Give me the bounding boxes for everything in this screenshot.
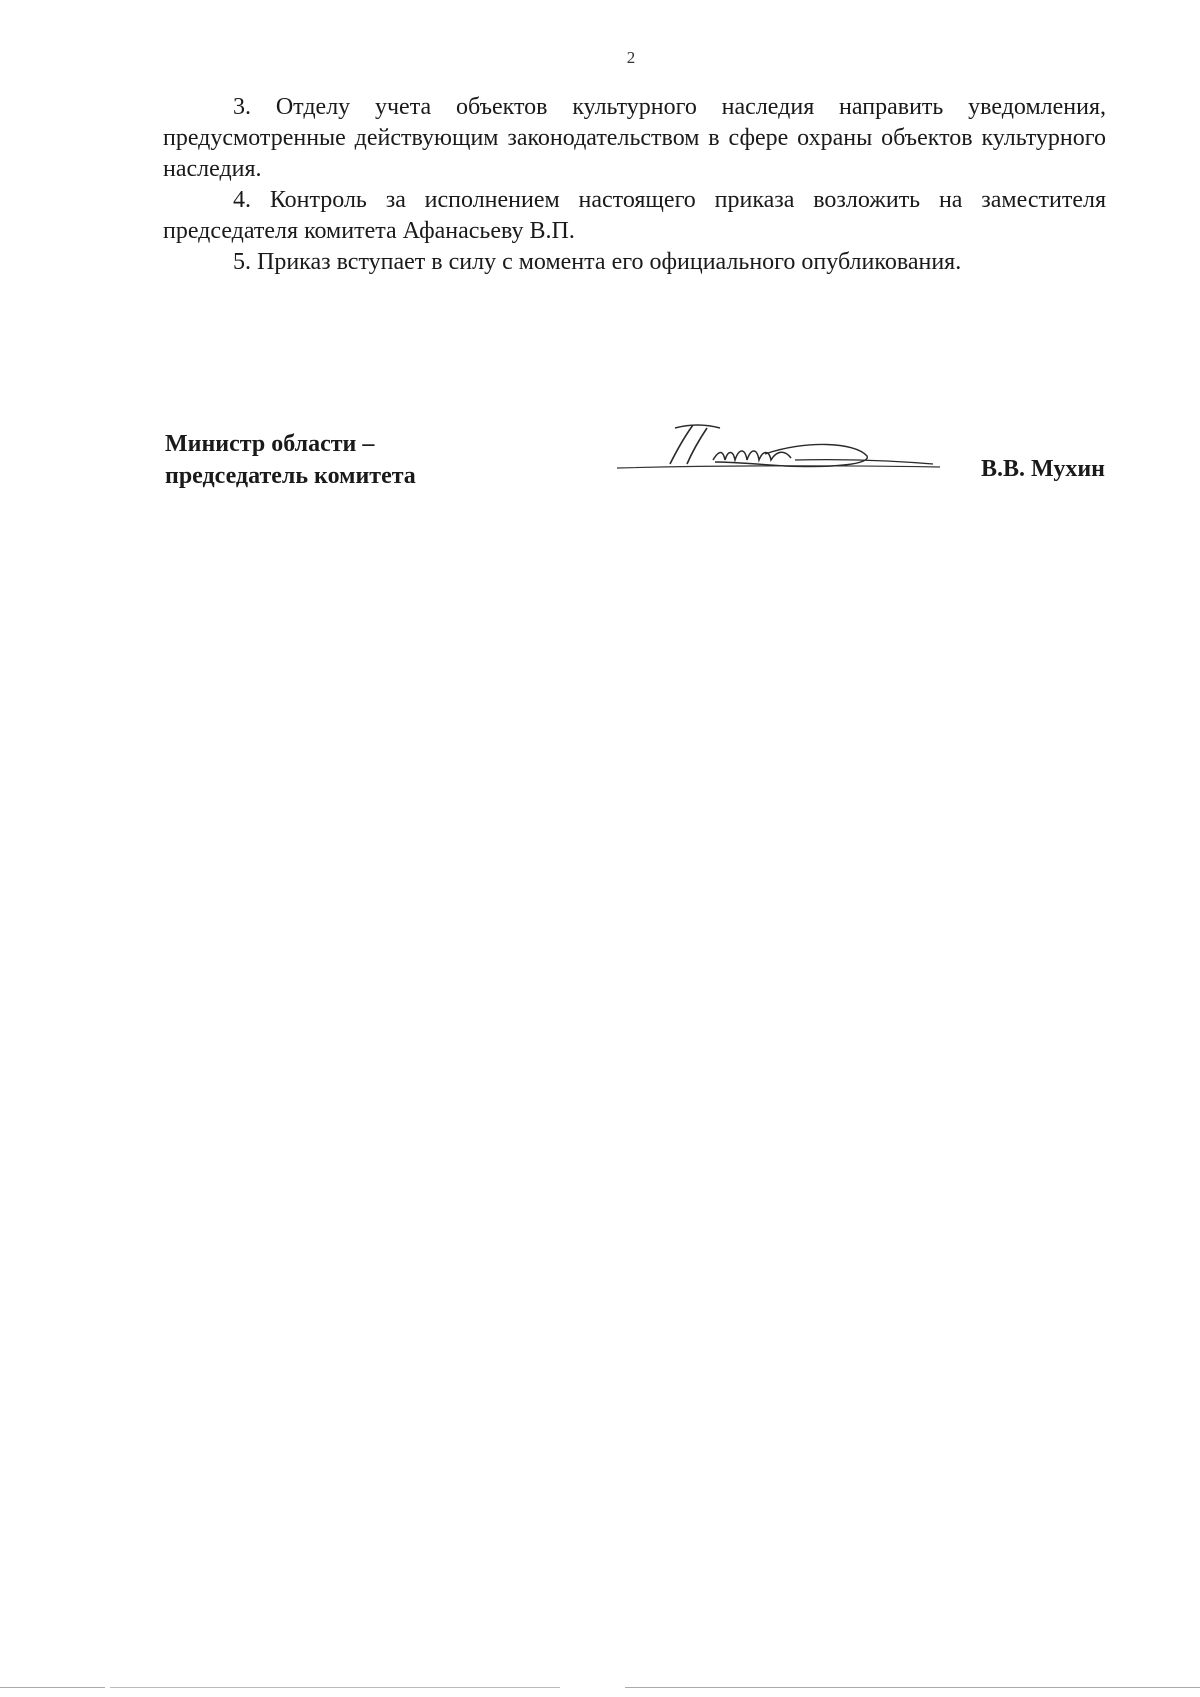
signatory-name: В.В. Мухин bbox=[980, 456, 1105, 482]
signatory-title bbox=[165, 428, 416, 492]
page-number: 2 bbox=[626, 48, 636, 67]
paragraph-5: 5. Приказ вступает в силу с момента его официального опубликования. bbox=[233, 249, 962, 275]
scan-edge-divider bbox=[0, 1686, 1200, 1689]
paragraph-3: 3. Отделу учета объектов культурного наследия направить уведомления, предусмотренные действующим законодательством в сфере охраны объектов культурного наследия. bbox=[163, 94, 1106, 182]
signatory-title-line2: председатель комитета bbox=[165, 463, 416, 489]
signature-block bbox=[165, 428, 1105, 498]
signatory-title-line1: Министр области – bbox=[165, 431, 375, 457]
paragraph-4: 4. Контроль за исполнением настоящего приказа возложить на заместителя председателя комитета Афанасьеву В.П. bbox=[163, 187, 1106, 244]
document-body bbox=[163, 92, 1106, 278]
handwritten-signature-icon bbox=[615, 420, 945, 480]
